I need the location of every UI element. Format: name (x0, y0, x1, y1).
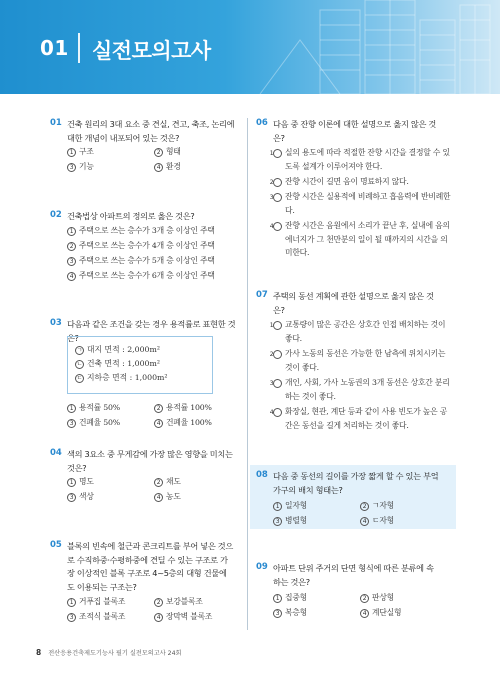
question-text (273, 118, 436, 145)
option-text: 장막벽 블록조 (166, 612, 213, 621)
question-number: 07 (256, 290, 268, 300)
option-marker: 3 (67, 419, 76, 428)
option-text: 계단실형 (372, 608, 402, 617)
option-1[interactable] (67, 402, 120, 413)
option-text: 개인, 사회, 가사 노동권의 3개 동선은 상호간 분리하는 것이 좋다. (285, 378, 450, 401)
option-marker: 2 (273, 178, 282, 187)
option-text: 일자형 (285, 501, 307, 510)
option-marker: 2 (154, 478, 163, 487)
option-text: 농도 (166, 492, 181, 501)
question-number: 02 (50, 210, 62, 220)
option-marker: 3 (273, 609, 282, 618)
option-text: 주택으로 쓰는 층수가 5개 층 이상인 주택 (79, 256, 215, 265)
option-text: 건폐율 50% (79, 418, 121, 427)
question-text (67, 448, 233, 475)
option-text: 교통량이 많은 공간은 상호간 인접 배치하는 것이 좋다. (285, 320, 446, 343)
option-1[interactable] (67, 476, 94, 487)
option-3[interactable] (273, 515, 307, 526)
option-3[interactable] (269, 376, 451, 403)
option-1[interactable] (269, 318, 451, 345)
option-1[interactable] (273, 500, 307, 511)
option-2[interactable] (269, 347, 451, 374)
option-marker: 4 (67, 272, 76, 281)
option-text: 화장실, 현관, 계단 등과 같이 사용 빈도가 높은 공간은 동선을 길게 처리하는 것이 좋다. (285, 407, 448, 430)
option-text: 잔향 시간은 음원에서 소리가 끝난 후, 실내에 음의 에너지가 그 천만분의 일이 될 때까지의 시간을 의미한다. (285, 221, 450, 257)
option-4[interactable] (269, 219, 451, 260)
condition-item (75, 357, 205, 371)
option-2[interactable] (154, 402, 212, 413)
option-marker: 1 (273, 149, 282, 158)
title-separator (78, 33, 80, 63)
option-1[interactable] (67, 225, 215, 236)
question-text (273, 290, 434, 317)
question-line: 다음 중 동선의 길이를 가장 짧게 할 수 있는 부엌 (273, 471, 439, 481)
option-4[interactable] (154, 611, 212, 622)
condition-item (75, 371, 205, 385)
option-4[interactable] (67, 270, 215, 281)
option-text: 명도 (79, 477, 94, 486)
option-3[interactable] (269, 190, 451, 217)
option-4[interactable] (154, 417, 212, 428)
option-3[interactable] (273, 607, 307, 618)
option-marker: 2 (154, 148, 163, 157)
book-title: 전산응용건축제도기능사 필기 실전모의고사 24회 (48, 650, 182, 657)
question-number: 08 (256, 470, 268, 480)
option-1[interactable] (269, 146, 451, 173)
option-text: 채도 (166, 477, 181, 486)
option-text: 색상 (79, 492, 94, 501)
option-text: 잔향 시간은 실용적에 비례하고 흡음력에 반비례한다. (285, 192, 451, 215)
option-text: 주택으로 쓰는 층수가 6개 층 이상인 주택 (79, 271, 215, 280)
option-marker: 2 (154, 404, 163, 413)
option-marker: 4 (154, 613, 163, 622)
option-3[interactable] (67, 611, 125, 622)
condition-marker: ㄷ (76, 375, 83, 382)
option-marker: 2 (154, 598, 163, 607)
condition-item (75, 343, 205, 357)
question-line: 블록의 빈속에 철근과 콘크리트를 부어 넣은 것으 (67, 541, 233, 551)
question-line: 은? (273, 304, 285, 315)
option-text: 형태 (166, 147, 181, 156)
question-line: 대한 개념이 내포되어 있는 것은? (67, 132, 180, 143)
page-title: 실전모의고사 (92, 39, 211, 63)
question-line: 색의 3요소 중 무게감에 가장 많은 영향을 미치는 (67, 449, 233, 459)
option-text: 보강블록조 (166, 597, 203, 606)
option-4[interactable] (360, 607, 401, 618)
chapter-banner (0, 0, 500, 94)
question-line: 장 이상적인 블록 구조로 4~5층의 대형 건물에 (67, 568, 227, 578)
option-text: 주택으로 쓰는 층수가 4개 층 이상인 주택 (79, 241, 215, 250)
question-text (273, 562, 434, 589)
question-number: 05 (50, 540, 62, 550)
question-line: 도 이용되는 구조는? (67, 581, 137, 592)
option-marker: 1 (67, 478, 76, 487)
question-line: 가구의 배치 형태는? (273, 484, 343, 495)
option-1[interactable] (273, 592, 307, 603)
option-3[interactable] (67, 417, 120, 428)
option-4[interactable] (154, 161, 181, 172)
question-line: 건축 원리의 3대 요소 중 견실, 견고, 축조, 논리에 (67, 119, 235, 129)
option-marker: 2 (273, 350, 282, 359)
question-number: 06 (256, 118, 268, 128)
option-4[interactable] (154, 491, 181, 502)
option-marker: 4 (273, 408, 282, 417)
page-number: 8 (36, 648, 42, 657)
option-text: 잔향 시간이 길면 음이 명료하지 않다. (285, 177, 409, 186)
option-3[interactable] (67, 491, 94, 502)
option-marker: 1 (67, 148, 76, 157)
option-4[interactable] (269, 405, 451, 432)
option-text: 병렬형 (285, 516, 307, 525)
option-marker: 2 (360, 594, 369, 603)
option-text: 거푸집 블록조 (79, 597, 126, 606)
condition-text: 지하층 면적 : 1,000m² (87, 373, 168, 382)
option-text: 구조 (79, 147, 94, 156)
question-text (273, 470, 438, 497)
question-line: 은? (273, 132, 285, 143)
option-text: ㄷ자형 (372, 516, 394, 525)
option-text: ㄱ자형 (372, 501, 394, 510)
option-marker: 3 (67, 257, 76, 266)
option-text: 실의 용도에 따라 적절한 잔향 시간을 결정할 수 있도록 설계가 이루어져야 한다. (285, 148, 450, 171)
option-marker: 1 (273, 502, 282, 511)
option-text: 주택으로 쓰는 층수가 3개 층 이상인 주택 (79, 226, 215, 235)
option-text: 가사 노동의 동선은 가능한 한 남측에 위치시키는 것이 좋다. (285, 349, 446, 372)
option-marker: 3 (67, 613, 76, 622)
condition-marker: ㄱ (76, 347, 83, 354)
option-marker: 3 (67, 163, 76, 172)
question-number: 03 (50, 318, 62, 328)
option-text: 용적률 100% (166, 403, 212, 412)
chapter-number: 01 (40, 36, 69, 60)
option-marker: 3 (67, 493, 76, 502)
option-marker: 4 (154, 419, 163, 428)
question-line: 로 수직하중·수평하중에 견딜 수 있는 구조로 가 (67, 554, 228, 565)
question-text: 다음과 같은 조건을 갖는 경우 용적률로 표현한 것은? (67, 319, 236, 343)
option-marker: 2 (360, 502, 369, 511)
question-number: 04 (50, 448, 62, 458)
option-1[interactable] (67, 596, 125, 607)
option-marker: 4 (360, 609, 369, 618)
building-illustration (200, 0, 500, 94)
option-text: 복층형 (285, 608, 307, 617)
option-text: 집중형 (285, 593, 307, 602)
option-marker: 1 (67, 598, 76, 607)
question-line: 하는 것은? (273, 576, 310, 587)
option-marker: 2 (67, 242, 76, 251)
option-2[interactable] (67, 240, 215, 251)
option-marker: 3 (273, 193, 282, 202)
question-number: 01 (50, 118, 62, 128)
option-2[interactable] (360, 500, 394, 511)
option-marker: 1 (273, 321, 282, 330)
option-2[interactable] (154, 146, 181, 157)
option-text: 용적률 50% (79, 403, 121, 412)
option-text: 기능 (79, 162, 94, 171)
page-footer (36, 648, 182, 657)
condition-marker: ㄴ (76, 361, 83, 368)
option-1[interactable] (67, 146, 94, 157)
option-marker: 4 (154, 493, 163, 502)
column-divider (247, 118, 248, 630)
option-marker: 4 (154, 163, 163, 172)
question-number: 09 (256, 562, 268, 572)
option-2[interactable] (360, 592, 394, 603)
condition-text: 건축 면적 : 1,000m² (87, 359, 161, 368)
question-text (67, 540, 233, 594)
question-line: 다음 중 잔향 이론에 대한 설명으로 옳지 않은 것 (273, 119, 436, 129)
question-line: 아파트 단위 주거의 단면 형식에 따른 분류에 속 (273, 563, 434, 573)
option-marker: 1 (67, 227, 76, 236)
condition-text: 대지 면적 : 2,000m² (87, 345, 161, 354)
condition-box (67, 336, 213, 394)
option-marker: 3 (273, 517, 282, 526)
option-4[interactable] (360, 515, 394, 526)
question-line: 것은? (67, 462, 87, 473)
option-marker: 4 (360, 517, 369, 526)
option-marker: 1 (67, 404, 76, 413)
question-text: 건축법상 아파트의 정의로 옳은 것은? (67, 211, 195, 221)
option-3[interactable] (67, 161, 94, 172)
option-marker: 4 (273, 222, 282, 231)
option-2[interactable] (154, 476, 181, 487)
option-text: 판상형 (372, 593, 394, 602)
option-text: 건폐율 100% (166, 418, 212, 427)
option-3[interactable] (67, 255, 215, 266)
option-2[interactable] (269, 175, 451, 189)
question-text (67, 118, 234, 145)
option-text: 환경 (166, 162, 181, 171)
option-2[interactable] (154, 596, 203, 607)
option-marker: 1 (273, 594, 282, 603)
option-marker: 3 (273, 379, 282, 388)
question-line: 주택의 동선 계획에 관한 설명으로 옳지 않은 것 (273, 291, 434, 301)
option-text: 조적식 블록조 (79, 612, 126, 621)
